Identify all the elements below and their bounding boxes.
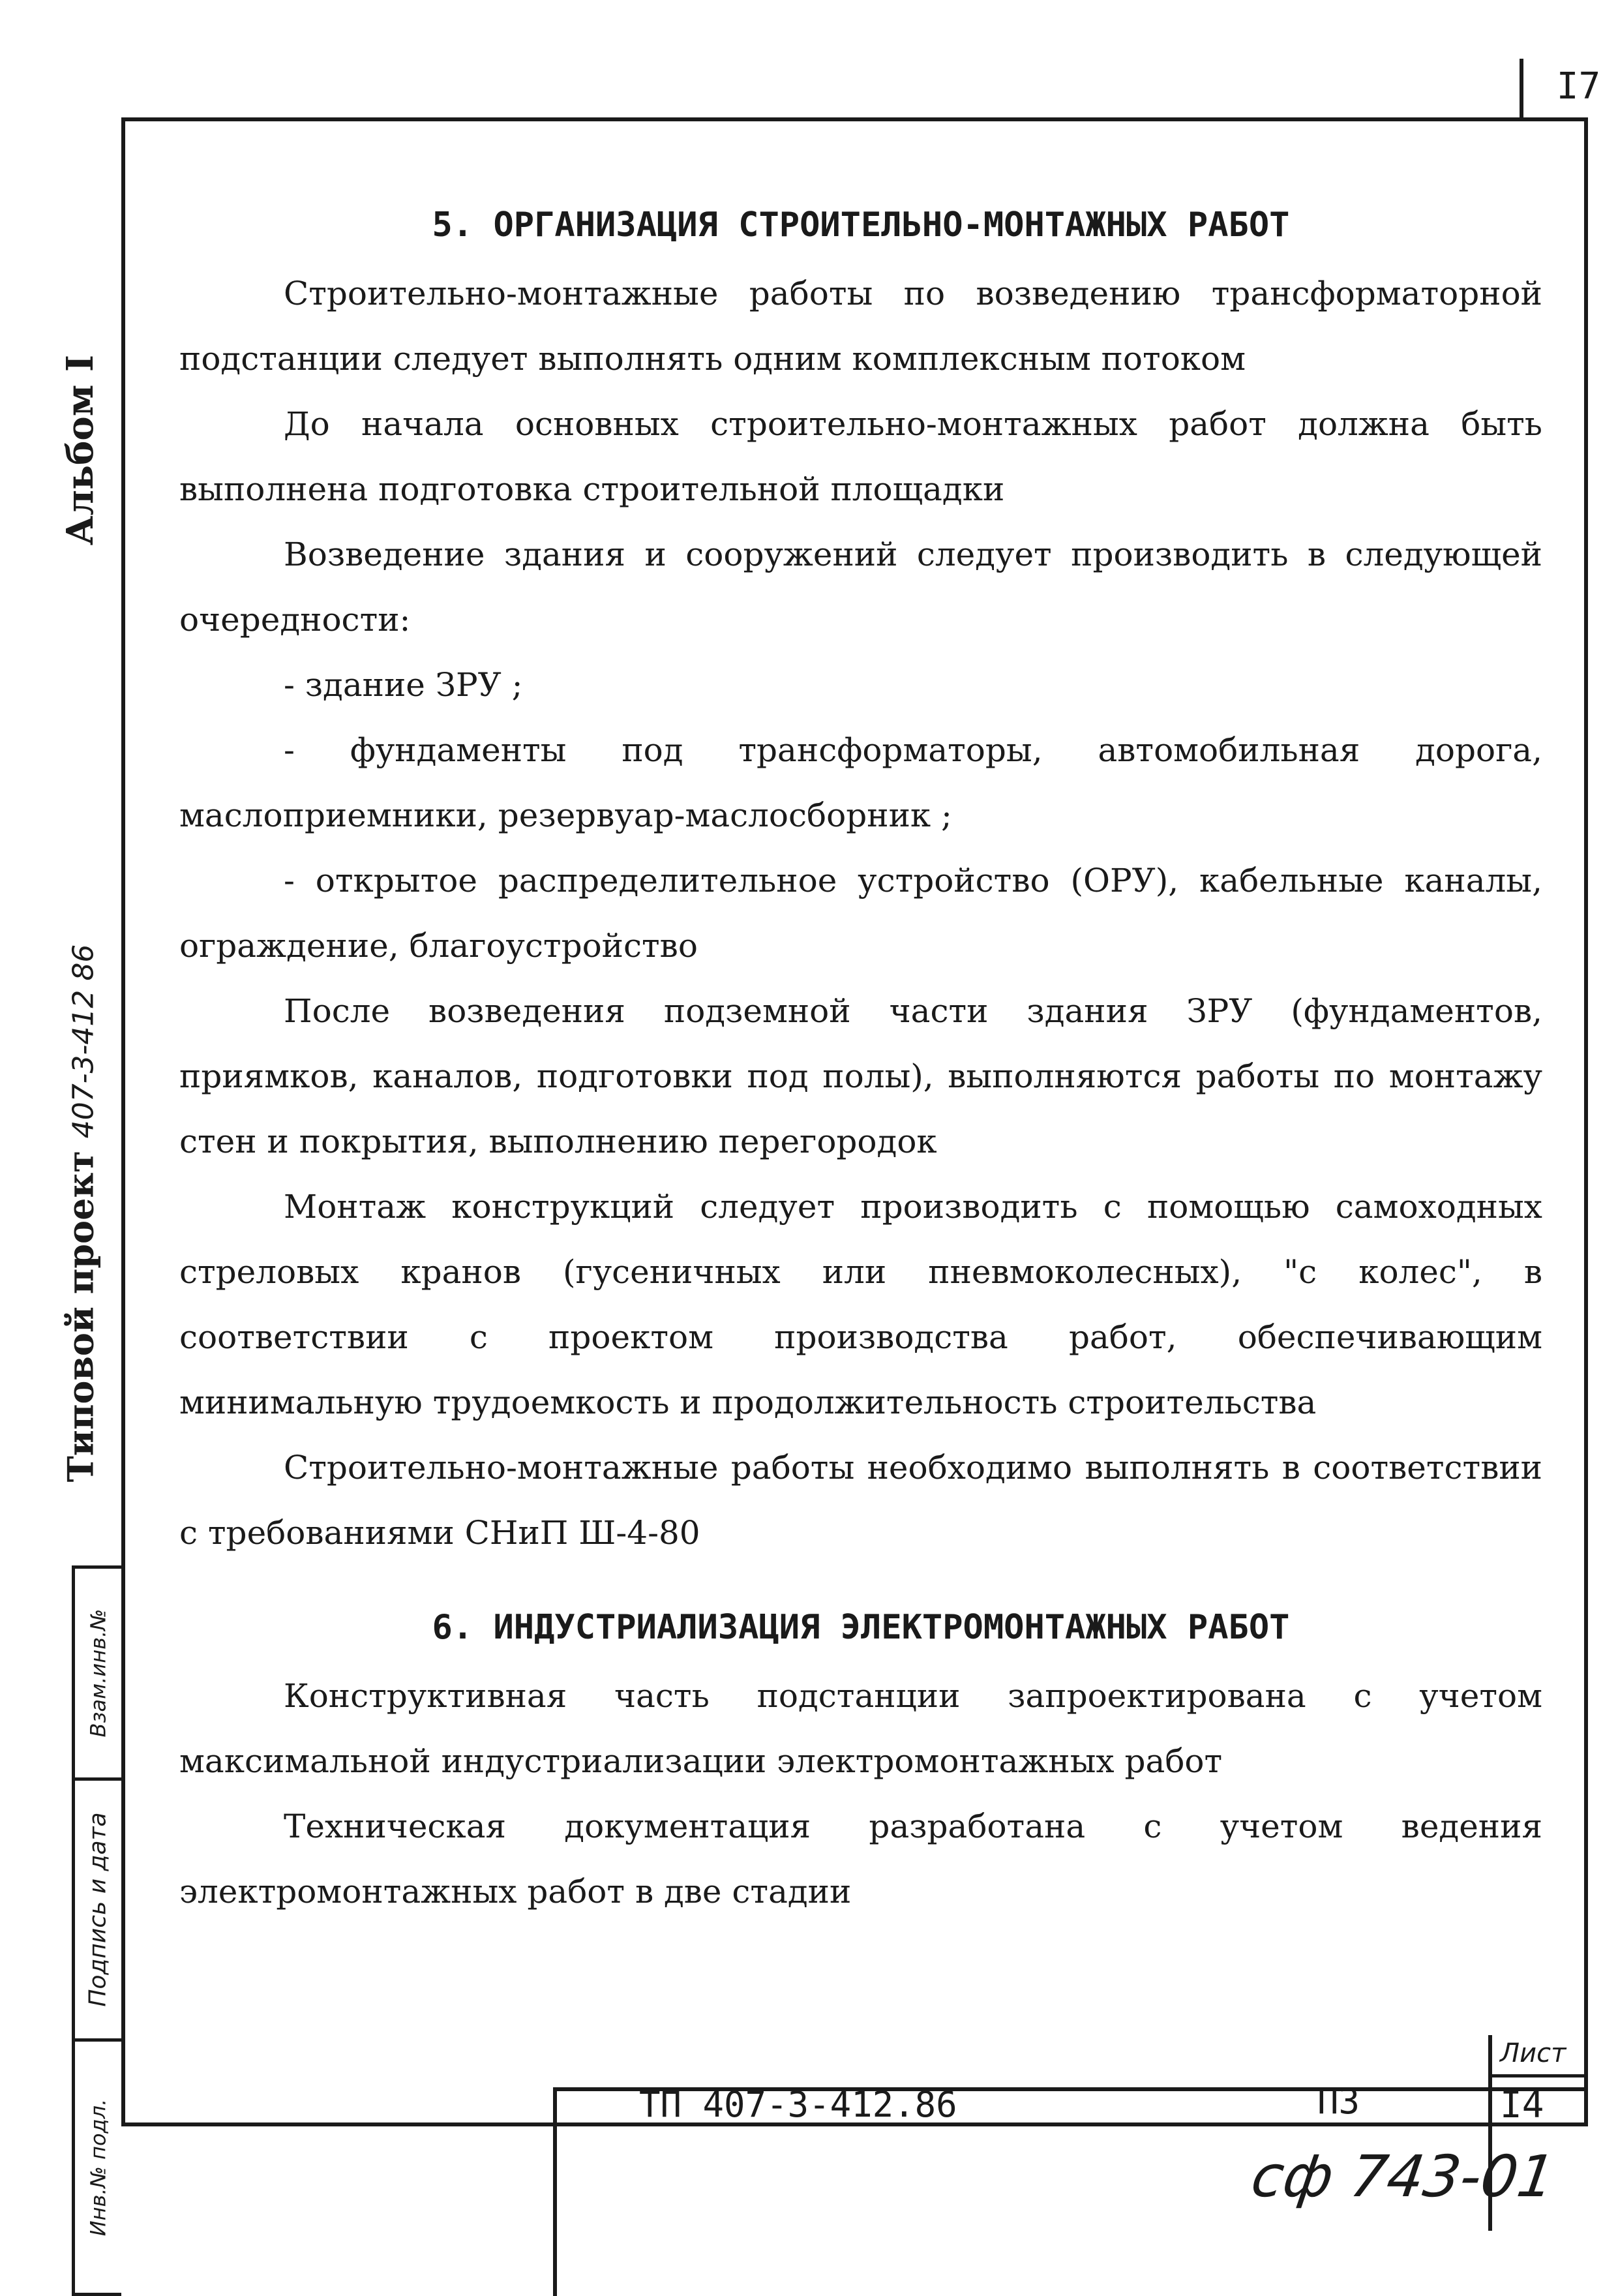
stamp-project-code: ТП 407-3-412.86 — [639, 2084, 957, 2125]
stamp-sheet-value: I4 — [1500, 2084, 1544, 2126]
section-6-paragraph: Техническая документация разработана с учетом ведения электромонтажных работ в две стадии — [179, 1807, 1542, 1911]
sheet-number-rule — [1520, 59, 1523, 117]
archive-handwritten-code: сф 743-01 — [1247, 2143, 1559, 2210]
section-5-heading: 5. ОРГАНИЗАЦИЯ СТРОИТЕЛЬНО-МОНТАЖНЫХ РАБОТ — [432, 205, 1290, 245]
original-inventory-box — [72, 2042, 121, 2296]
section-5-paragraph: До начала основных строительно-монтажных работ должна быть выполнена подготовка строительной площадки — [179, 405, 1542, 508]
album-text: Альбом I — [59, 354, 102, 546]
project-text — [59, 944, 101, 1483]
section-6-paragraph: Конструктивная часть подстанции запроектирована с учетом максимальной индустриализации электромонтажных работ — [179, 1677, 1542, 1780]
stamp-sheet-divider — [1488, 2074, 1588, 2077]
document-body — [179, 189, 1542, 1924]
signature-date-label: Подпись и дата — [85, 1812, 112, 2007]
album-label — [39, 352, 121, 548]
section-5-list-item: - открытое распределительное устройство (ОРУ), кабельные каналы, ограждение, благоустройство — [179, 862, 1542, 965]
signature-date-box — [72, 1781, 121, 2042]
section-5-list-item: - фундаменты под трансформаторы, автомобильная дорога, маслоприемники, резервуар-маслосборник ; — [179, 731, 1542, 834]
original-inventory-label: Инв.№ подл. — [85, 2098, 111, 2236]
stamp-document-type: ПЗ — [1317, 2081, 1360, 2122]
replacement-inventory-box — [72, 1565, 121, 1781]
stamp-sheet-label: Лист — [1500, 2038, 1566, 2068]
section-5-paragraph: Строительно-монтажные работы необходимо выполнять в соответствии с требованиями СНиП Ш-4-80 — [179, 1449, 1542, 1552]
section-5-list-item: - здание ЗРУ ; — [284, 666, 523, 704]
replacement-inventory-label: Взам.инв.№ — [85, 1609, 111, 1738]
section-5-paragraph: Строительно-монтажные работы по возведению трансформаторной подстанции следует выполнять одним комплексным потоком — [179, 275, 1542, 378]
section-5-paragraph: После возведения подземной части здания ЗРУ (фундаментов, приямков, каналов, подготовки под полы), выполняются работы по монтажу стен и покрытия, выполнению перегородок — [179, 992, 1542, 1160]
project-label — [39, 900, 121, 1526]
project-handwritten-number: 407-3-412 86 — [67, 944, 100, 1139]
section-5-paragraph: Возведение здания и сооружений следует производить в следующей очередности: — [179, 536, 1542, 639]
section-5-paragraph: Монтаж конструкций следует производить с помощью самоходных стреловых кранов (гусеничных или пневмоколесных), "с колес", в соответствии с проектом производства работ, обеспечивающим минимальную трудоемкость и продолжительность строительства — [179, 1188, 1542, 1421]
sheet-number: I7 — [1556, 65, 1601, 108]
project-printed: Типовой проект — [59, 1138, 101, 1483]
section-6-heading: 6. ИНДУСТРИАЛИЗАЦИЯ ЭЛЕКТРОМОНТАЖНЫХ РАБОТ — [432, 1608, 1290, 1647]
